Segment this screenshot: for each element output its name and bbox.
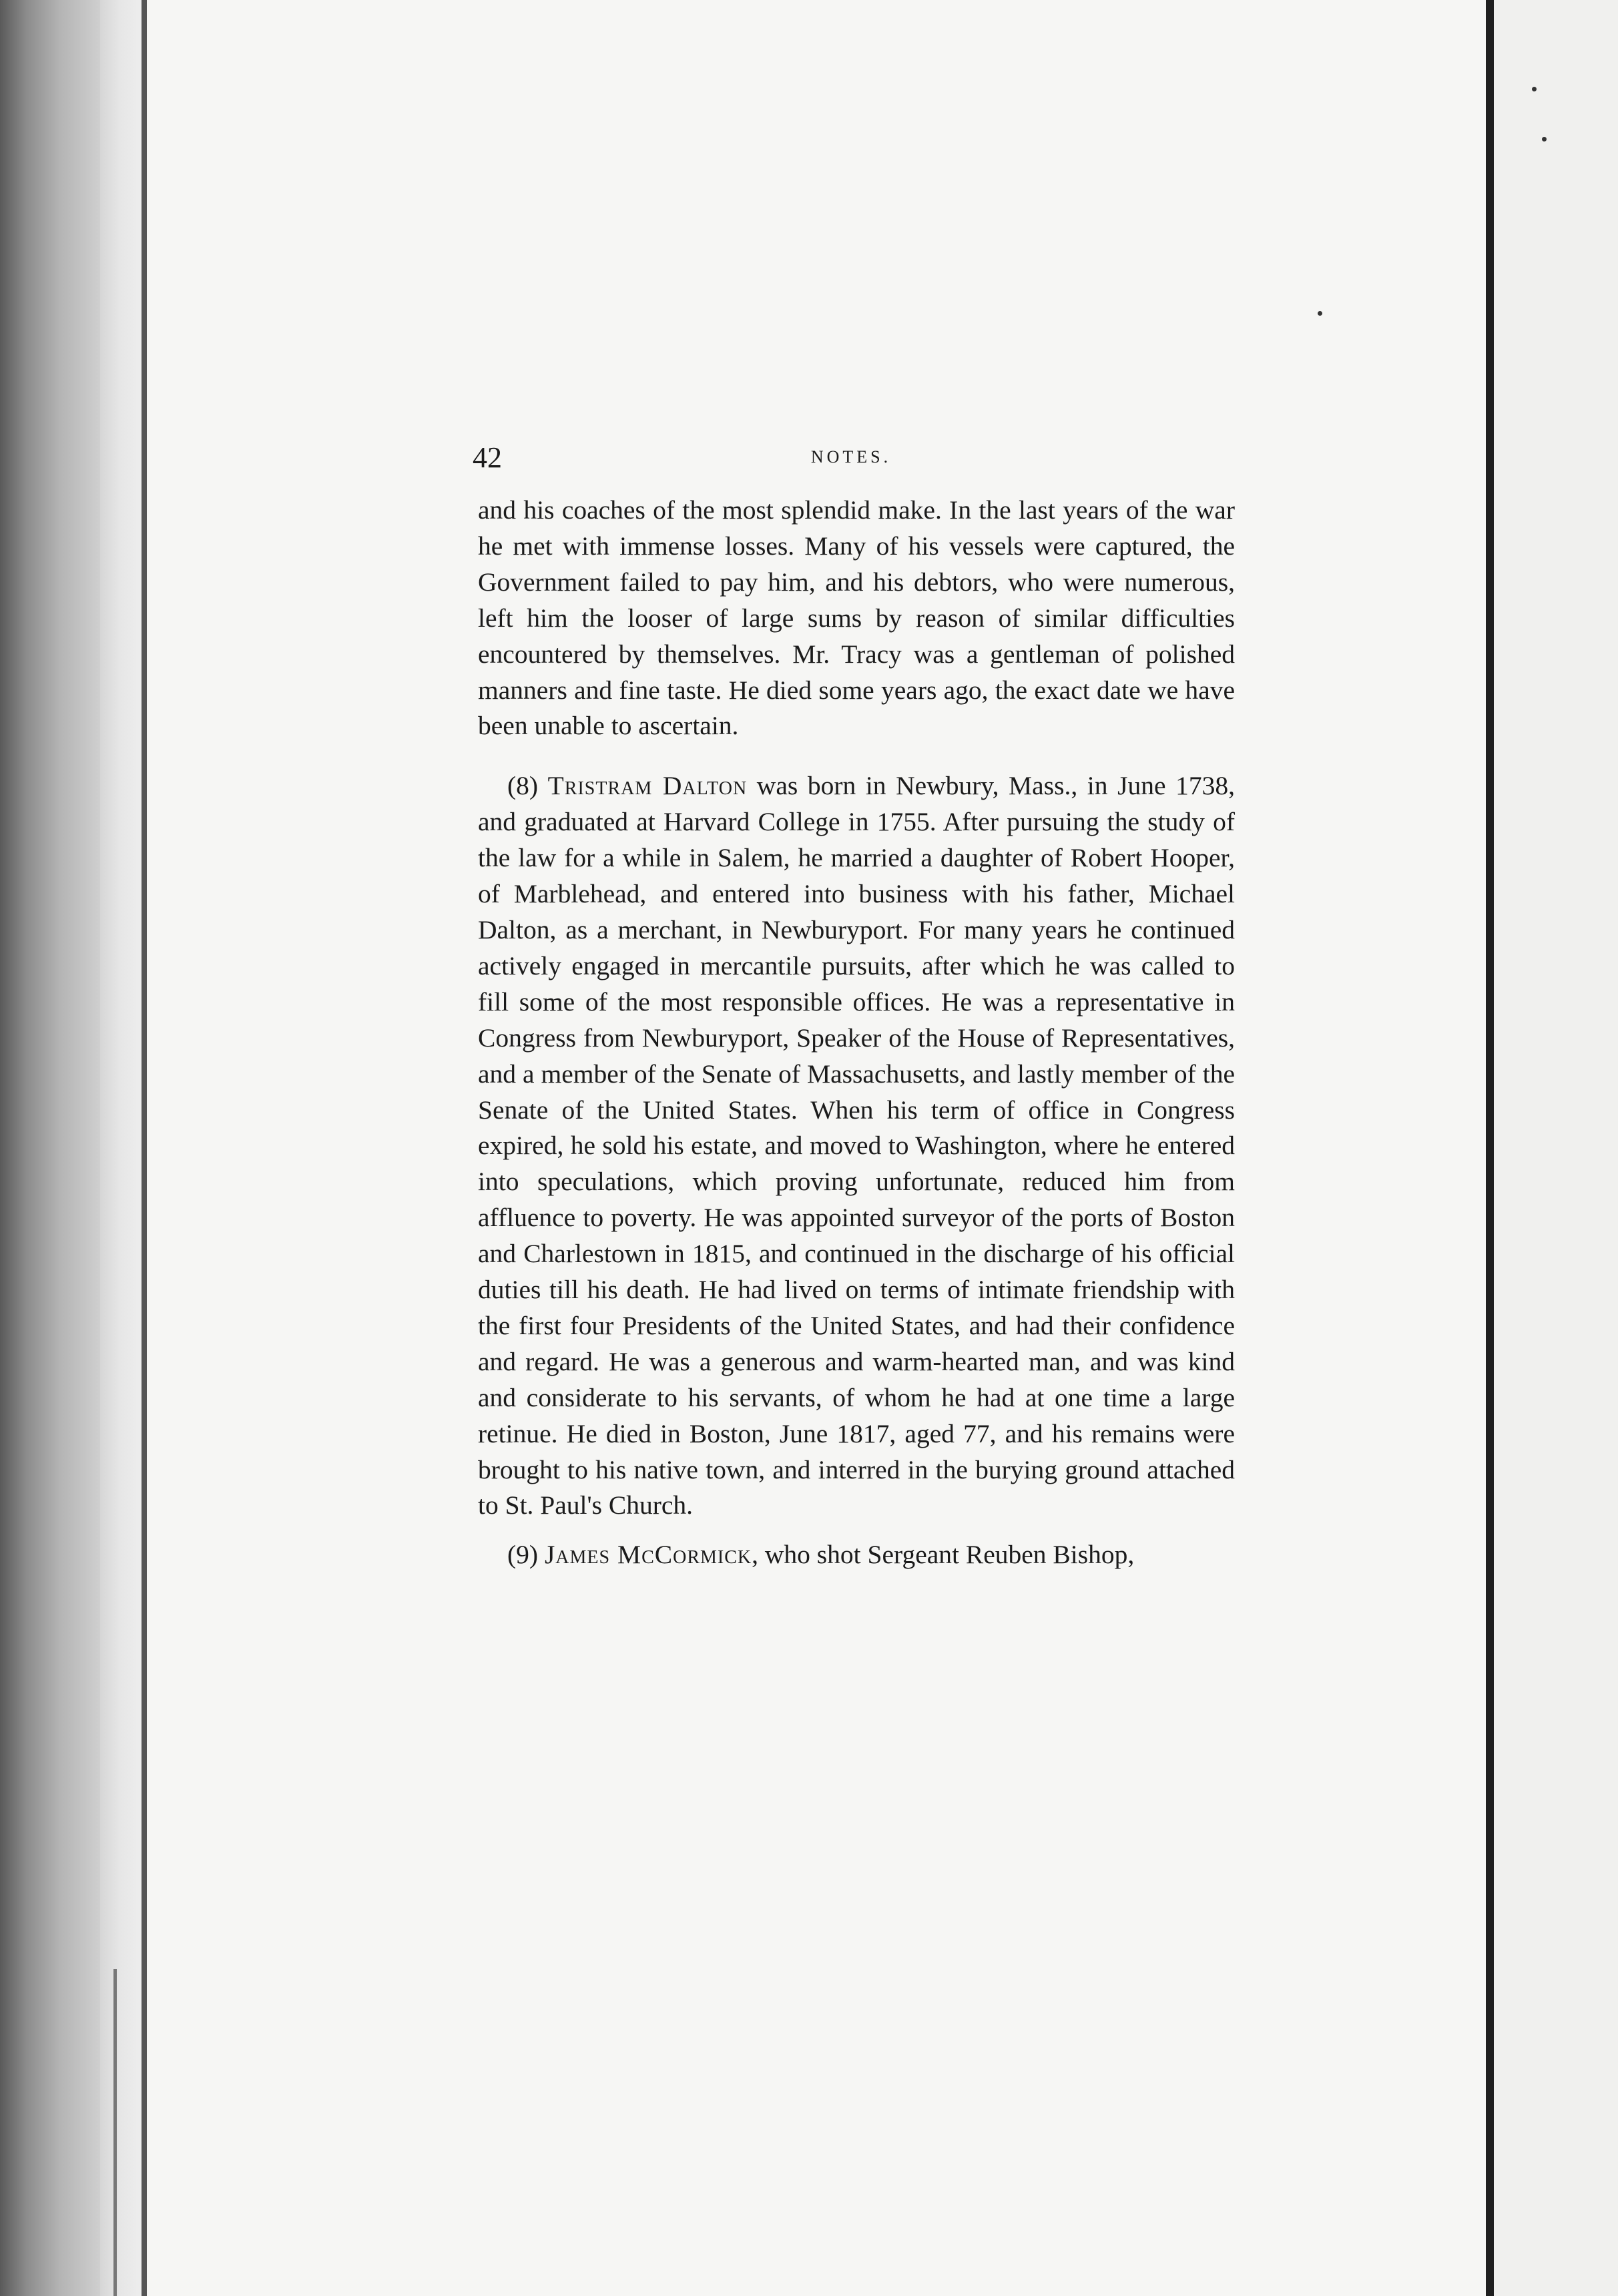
note-marker: (8) — [507, 771, 539, 801]
paragraph-tristram-dalton — [478, 768, 1235, 1524]
body-text — [467, 493, 1235, 1573]
binding-gutter-edge — [100, 0, 147, 2296]
paragraph-tracy-continued: and his coaches of the most splendid make. In the last years of the war he met with immense losses. Many of his vessels were captured, the Government failed to pay him, and his debtors, who were numerous, left him the looser of large sums by reason of similar difficulties encountered by themselves. Mr. Tracy was a gentleman of polished manners and fine taste. He died some years ago, the exact date we have been unable to ascertain. — [478, 495, 1235, 741]
scan-speck — [1542, 137, 1547, 141]
note-marker: (9) — [507, 1540, 539, 1570]
note-subject-name: James McCormick — [544, 1540, 752, 1570]
scan-speck — [1532, 87, 1537, 91]
scan-speck — [1318, 311, 1322, 316]
note-body: , who shot Sergeant Reuben Bishop, — [752, 1540, 1135, 1570]
page-number: 42 — [473, 441, 502, 474]
binding-gutter-shadow — [0, 0, 100, 2296]
binding-gutter-line-lower — [113, 1969, 117, 2296]
facing-page-border — [1486, 0, 1494, 2296]
book-page — [467, 441, 1235, 1573]
note-subject-name: Tristram Dalton — [547, 771, 748, 801]
facing-page-edge — [1494, 0, 1618, 2296]
running-head — [467, 441, 1235, 481]
paragraph-spacer — [478, 1524, 1235, 1537]
paragraph-james-mccormick — [478, 1537, 1235, 1573]
section-title: NOTES. — [810, 447, 892, 467]
binding-gutter-line — [142, 0, 147, 2296]
paragraph-spacer — [478, 744, 1235, 768]
note-body: was born in Newbury, Mass., in June 1738, and graduated at Harvard College in 1755. After pursuing the study of the law for a while in Salem, he married a daughter of Robert Hooper, of Marblehead, and entered into business with his father, Michael Dalton, as a merchant, in Newburyport. For many years he continued actively engaged in mercantile pursuits, after which he was called to fill some of the most responsible offices. He was a representative in Congress from Newburyport, Speaker of the House of Representatives, and a member of the Senate of Massachusetts, and lastly member of the Senate of the United States. When his term of office in Congress expired, he sold his estate, and moved to Washington, where he entered into speculations, which proving unfortunate, reduced him from affluence to poverty. He was appointed surveyor of the ports of Boston and Charlestown in 1815, and continued in the discharge of his official duties till his death. He had lived on terms of intimate friendship with the first four Presidents of the United States, and had their confidence and regard. He was a generous and warm-hearted man, and was kind and considerate to his servants, of whom he had at one time a large retinue. He died in Boston, June 1817, aged 77, and his remains were brought to his native town, and interred in the burying ground attached to St. Paul's Church. — [478, 771, 1235, 1520]
